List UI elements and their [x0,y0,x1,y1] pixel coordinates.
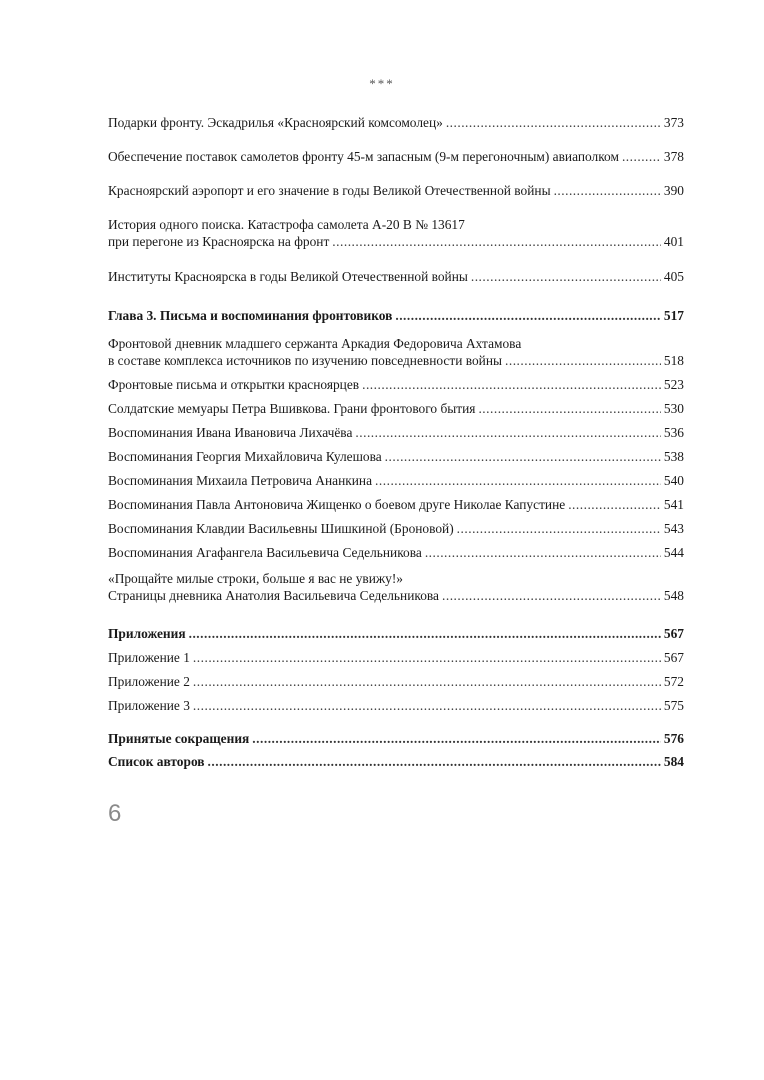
toc-entry [108,496,684,513]
toc-entry-page: 575 [663,698,684,713]
toc-entry-title: Фронтовой дневник младшего сержанта Аркадия Федоровича Ахтамова [108,336,522,351]
toc-entry-title: Приложение 1 [108,650,190,665]
dot-leader [395,307,661,324]
toc-entry-page: 405 [663,269,684,284]
dot-leader [193,649,661,666]
toc-entry [108,335,684,369]
toc-entry-title: Страницы дневника Анатолия Васильевича Седельникова [108,588,439,603]
dot-leader [193,697,661,714]
dot-leader [425,544,661,561]
toc-entry-page: 518 [663,353,684,368]
toc-entry [108,753,684,770]
toc-entry-page: 538 [663,449,684,464]
toc-entry [108,472,684,489]
toc-entry-title: при перегоне из Красноярска на фронт [108,234,330,249]
toc-entry [108,216,684,250]
toc-entry-page: 548 [663,588,684,603]
toc-entry-title: Солдатские мемуары Петра Вшивкова. Грани фронтового бытия [108,401,476,416]
dot-leader [362,376,661,393]
toc-entry [108,730,684,747]
toc-entry-title: Воспоминания Михаила Петровича Ананкина [108,473,373,488]
toc-entry-title: Институты Красноярска в годы Великой Отечественной войны [108,269,468,284]
toc-entry [108,182,684,199]
dot-leader [252,730,661,747]
toc-entry [108,400,684,417]
dot-leader [208,753,661,770]
toc-entry [108,307,684,324]
toc-entry-title: «Прощайте милые строки, больше я вас не увижу!» [108,571,403,586]
toc-entry [108,649,684,666]
toc-entry-page: 401 [663,234,684,249]
toc-entry-title: Воспоминания Ивана Ивановича Лихачёва [108,425,353,440]
toc-entry [108,376,684,393]
toc-entry-title: История одного поиска. Катастрофа самолета А-20 В № 13617 [108,217,465,232]
toc-entry-page: 572 [663,674,684,689]
toc-entry [108,268,684,285]
toc-entry-page: 584 [663,754,684,769]
toc-entry-page: 567 [663,626,684,641]
toc-entry-title: Красноярский аэропорт и его значение в годы Великой Отечественной войны [108,183,551,198]
toc-entry-page: 373 [663,115,684,130]
toc-entry-title: Воспоминания Агафангела Васильевича Седельникова [108,545,422,560]
toc-entry-title: Принятые сокращения [108,731,250,746]
toc-entry-page: 540 [663,473,684,488]
toc-entry-page: 567 [663,650,684,665]
dot-leader [332,233,661,250]
toc-entry-title: Глава 3. Письма и воспоминания фронтовиков [108,308,393,323]
toc-entry [108,697,684,714]
dot-leader [355,424,661,441]
toc-entry [108,424,684,441]
toc-entry [108,114,684,131]
toc-entry-title: Обеспечение поставок самолетов фронту 45-м запасным (9-м перегоночным) авиаполком [108,149,619,164]
toc-entry-title: Приложение 3 [108,698,190,713]
toc-entry-page: 541 [663,497,684,512]
toc-entry-page: 544 [663,545,684,560]
dot-leader [505,352,661,369]
toc-entry-page: 523 [663,377,684,392]
toc-entry-title: Воспоминания Георгия Михайловича Кулешова [108,449,382,464]
toc-entry-page: 536 [663,425,684,440]
toc-entry-title: Приложение 2 [108,674,190,689]
dot-leader [622,148,661,165]
toc-entry [108,570,684,604]
toc-entry [108,148,684,165]
dot-leader [568,496,661,513]
dot-leader [554,182,661,199]
toc-entry-title: Приложения [108,626,186,641]
toc-entry-title: Воспоминания Клавдии Васильевны Шишкиной (Броновой) [108,521,454,536]
toc-entry-title: Фронтовые письма и открытки красноярцев [108,377,360,392]
toc-entry-page: 378 [663,149,684,164]
dot-leader [385,448,661,465]
toc-entry [108,673,684,690]
dot-leader [478,400,660,417]
toc-entry [108,520,684,537]
toc-entry-page: 530 [663,401,684,416]
section-separator: *** [369,76,395,91]
toc-entry-title: в составе комплекса источников по изучению повседневности войны [108,353,502,368]
page-number: 6 [108,800,122,827]
toc-entry [108,625,684,642]
toc-entry-page: 576 [663,731,684,746]
dot-leader [442,587,661,604]
toc-entry-title: Список авторов [108,754,205,769]
toc-entry-page: 390 [663,183,684,198]
toc-entry-page: 517 [663,308,684,323]
dot-leader [446,114,661,131]
toc-entry [108,544,684,561]
dot-leader [471,268,661,285]
toc-entry-title: Подарки фронту. Эскадрилья «Красноярский комсомолец» [108,115,443,130]
dot-leader [457,520,661,537]
toc-entry [108,448,684,465]
toc-entry-title: Воспоминания Павла Антоновича Жищенко о боевом друге Николае Капустине [108,497,566,512]
dot-leader [193,673,661,690]
toc-entry-page: 543 [663,521,684,536]
dot-leader [189,625,661,642]
dot-leader [375,472,661,489]
